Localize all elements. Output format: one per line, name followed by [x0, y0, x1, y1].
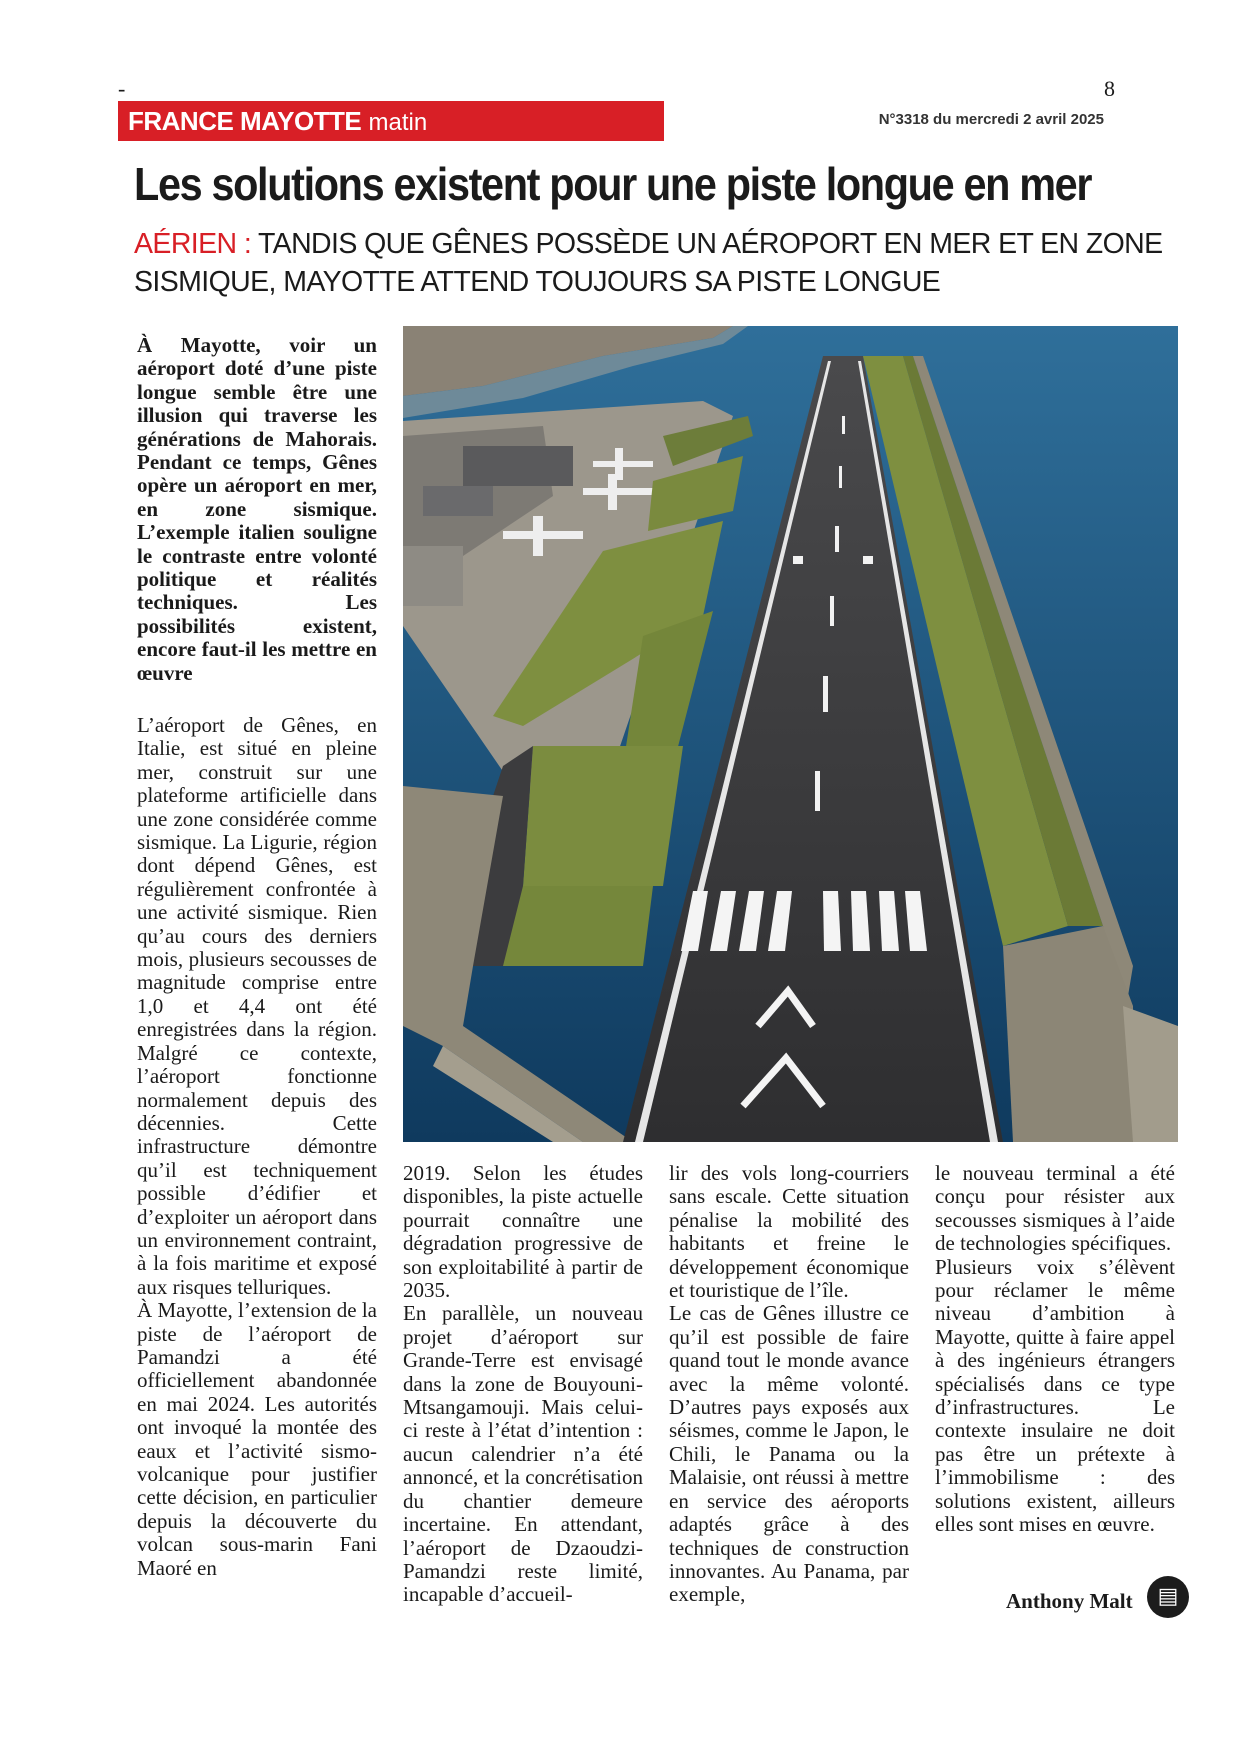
paragraph: En parallèle, un nouveau projet d’aéroport sur Grande-Terre est envisagé dans la zone de Bouyouni-Mtsangamouji. Mais celui-ci reste à l’état d’intention : aucun calendrier n’a été annoncé, et la concrétisation du chantier demeure incertaine. En attendant, l’aéroport de Dzaoudzi-Pamandzi reste limité, incapable d’accueil-: [403, 1301, 643, 1607]
masthead-sub: matin: [368, 109, 428, 136]
article-headline: Les solutions existent pour une piste longue en mer: [134, 158, 1092, 210]
issue-info: N°3318 du mercredi 2 avril 2025: [878, 111, 1104, 128]
page-dash: -: [118, 76, 126, 101]
paragraph: le nouveau terminal a été conçu pour résister aux secousses sismiques à l’aide de technologies spécifiques.: [935, 1161, 1175, 1256]
paragraph: Le cas de Gênes illustre ce qu’il est possible de faire quand tout le monde avance avec la même volonté. D’autres pays exposés aux séismes, comme le Japon, le Chili, le Panama ou la Malaisie, ont réussi à mettre en service des aéroports adaptés grâce à des techniques de construction innovantes. Au Panama, par exemple,: [669, 1301, 909, 1607]
deck-kicker: AÉRIEN :: [134, 228, 252, 260]
article-column-1: [137, 714, 377, 1580]
paragraph: Plusieurs voix s’élèvent pour réclamer le même niveau d’ambition à Mayotte, quitte à faire appel à des ingénieurs étrangers spécialisés dans ce type d’infrastructures. Le contexte insulaire ne doit pas être un prétexte à l’immobilisme : des solutions existent, ailleurs elles sont mises en œuvre.: [935, 1254, 1175, 1537]
article-column-4: [935, 1162, 1175, 1537]
deck-text: TANDIS QUE GÊNES POSSÈDE UN AÉROPORT EN MER ET EN ZONE SISMIQUE, MAYOTTE ATTEND TOUJOURS SA PISTE LONGUE: [134, 228, 1163, 298]
text-scan-icon[interactable]: ▤: [1147, 1576, 1189, 1618]
article-column-2: [403, 1162, 643, 1607]
page-number: 8: [1104, 76, 1115, 101]
article-lead: À Mayotte, voir un aéroport doté d’une piste longue semble être une illusion qui traverse les générations de Mahorais. Pendant ce temps, Gênes opère un aéroport en mer, en zone sismique. L’exemple italien souligne le contraste entre volonté politique et réalités techniques. Les possibilités existent, encore faut-il les mettre en œuvre: [137, 333, 377, 685]
paragraph: À Mayotte, l’extension de la piste de l’aéroport de Pamandzi a été officiellement abandonnée en mai 2024. Les autorités ont invoqué la montée des eaux et l’activité sismo-volcanique pour justifier cette décision, en particulier depuis la découverte du volcan sous-marin Fani Maoré en: [137, 1298, 377, 1580]
paragraph: L’aéroport de Gênes, en Italie, est situé en pleine mer, construit sur une plateforme artificielle dans une zone considérée comme sismique. La Ligurie, région dont dépend Gênes, est régulièrement confrontée à une activité sismique. Rien qu’au cours des derniers mois, plusieurs secousses de magnitude comprise entre 1,0 et 4,4 ont été enregistrées dans la région. Malgré ce contexte, l’aéroport fonctionne normalement depuis des décennies. Cette infrastructure démontre qu’il est techniquement possible d’édifier et d’exploiter un aéroport dans un environnement contraint, à la fois maritime et exposé aux risques telluriques.: [137, 713, 377, 1299]
article-column-3: [669, 1162, 909, 1607]
paragraph: lir des vols long-courriers sans escale. Cette situation pénalise la mobilité des habitants et freine le développement économique et touristique de l’île.: [669, 1161, 909, 1303]
paragraph: 2019. Selon les études disponibles, la piste actuelle pourrait connaître une dégradation progressive de son exploitabilité à partir de 2035.: [403, 1161, 643, 1303]
article-deck: [134, 225, 1186, 301]
article-byline: Anthony Malt: [1006, 1589, 1133, 1613]
masthead-banner: [118, 101, 664, 141]
masthead-brand: FRANCE MAYOTTE: [128, 106, 362, 136]
runway-photo: [403, 326, 1178, 1142]
